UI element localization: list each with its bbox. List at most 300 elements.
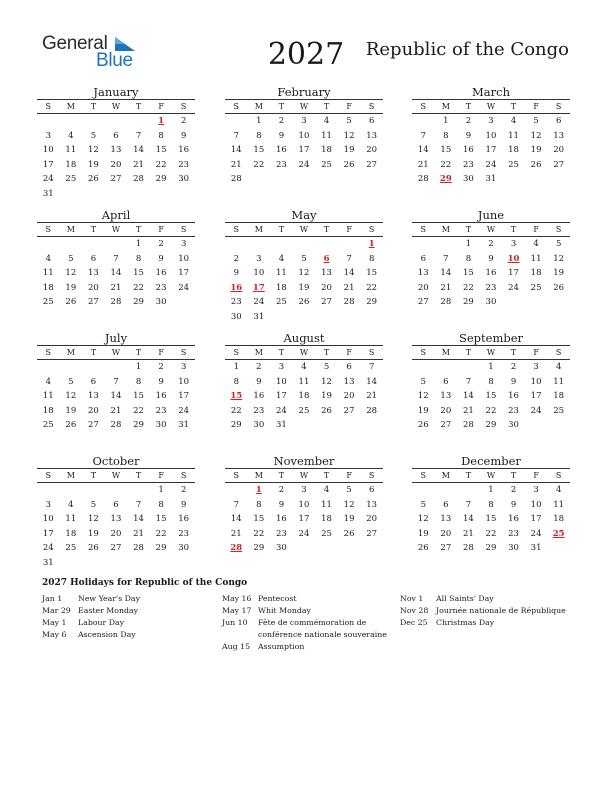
holiday-date: 10 — [507, 253, 520, 264]
day-cell: 16 — [178, 145, 190, 155]
week-row — [412, 375, 570, 390]
weekday-label: T — [90, 348, 97, 357]
day-cell: 31 — [485, 174, 497, 184]
week-row — [412, 158, 570, 173]
empty-cell — [172, 187, 195, 202]
day-cell: 25 — [275, 297, 287, 307]
day-cell: 3 — [180, 239, 187, 249]
weekday-header — [412, 99, 570, 114]
weekday-label: T — [135, 471, 142, 480]
day-cell: 1 — [158, 485, 164, 495]
day-cell: 18 — [508, 145, 519, 155]
holiday-item-name: New Year's Day — [78, 594, 140, 603]
weekday-header — [225, 222, 383, 237]
week-row — [225, 418, 383, 433]
empty-cell — [270, 172, 293, 187]
day-cell: 8 — [488, 376, 494, 387]
day-cell: 18 — [298, 391, 310, 401]
day-cell: 30 — [462, 174, 474, 184]
weekday-label: T — [90, 471, 97, 480]
weekday-label: S — [368, 471, 375, 480]
day-cell: 24 — [275, 405, 287, 416]
day-cell: 21 — [366, 391, 378, 401]
day-cell: 1 — [135, 362, 142, 372]
day-cell: 28 — [417, 174, 429, 184]
day-cell: 14 — [110, 268, 122, 278]
day-cell: 9 — [278, 130, 285, 141]
day-cell: 19 — [343, 145, 355, 155]
holiday-item — [222, 605, 408, 617]
month-title: October — [92, 454, 140, 468]
day-cell: 17 — [42, 159, 54, 170]
day-cell: 26 — [321, 405, 332, 416]
day-cell: 3 — [180, 362, 187, 372]
day-cell: 24 — [508, 282, 519, 293]
day-cell: 18 — [321, 514, 332, 524]
day-cell: 2 — [180, 485, 187, 495]
day-cell: 26 — [417, 420, 429, 430]
day-cell: 6 — [368, 116, 375, 126]
day-cell: 9 — [488, 253, 494, 264]
day-cell: 17 — [485, 145, 497, 155]
day-cell: 26 — [65, 420, 77, 430]
day-cell: 25 — [508, 159, 519, 170]
day-cell: 6 — [113, 130, 119, 141]
day-cell: 16 — [253, 391, 265, 401]
day-cell: 28 — [462, 420, 474, 430]
day-cell: 17 — [298, 145, 310, 155]
empty-cell — [315, 541, 338, 556]
day-cell: 12 — [321, 376, 332, 387]
day-cell: 26 — [530, 159, 542, 170]
day-cell: 5 — [68, 376, 74, 387]
weekday-label: F — [158, 102, 164, 111]
empty-cell — [412, 360, 435, 375]
day-cell: 8 — [465, 253, 472, 264]
day-cell: 5 — [301, 253, 307, 264]
day-cell: 18 — [42, 282, 54, 293]
day-cell: 12 — [65, 391, 77, 401]
day-cell: 6 — [368, 485, 375, 495]
holiday-date: 1 — [368, 239, 375, 249]
day-cell: 12 — [298, 268, 310, 278]
day-cell: 23 — [462, 159, 474, 170]
day-cell: 15 — [366, 268, 378, 278]
week-row — [412, 418, 570, 433]
empty-cell — [360, 310, 383, 325]
day-cell: 15 — [155, 514, 167, 524]
month-june — [412, 208, 570, 310]
weekday-label: F — [346, 348, 352, 357]
empty-cell — [105, 187, 128, 202]
weekday-label: S — [555, 471, 562, 480]
day-cell: 5 — [420, 376, 426, 387]
day-cell: 21 — [440, 282, 452, 293]
day-cell: 27 — [87, 420, 99, 430]
day-cell: 17 — [530, 514, 542, 524]
holiday-item — [400, 605, 586, 617]
day-cell: 16 — [462, 145, 474, 155]
holiday-item-name: Ascension Day — [78, 630, 136, 639]
day-cell: 11 — [321, 130, 332, 141]
holiday-item — [222, 617, 408, 641]
day-cell: 13 — [553, 130, 565, 141]
day-cell: 10 — [178, 376, 190, 387]
holiday-date: 6 — [323, 253, 330, 264]
day-cell: 13 — [440, 391, 452, 401]
day-cell: 6 — [90, 253, 97, 264]
weekday-header — [412, 345, 570, 360]
day-cell: 17 — [298, 514, 310, 524]
empty-cell — [60, 360, 83, 375]
day-cell: 4 — [510, 116, 517, 126]
day-cell: 20 — [440, 528, 452, 539]
day-cell: 6 — [90, 376, 97, 387]
holiday-item — [400, 593, 586, 605]
day-cell: 14 — [462, 391, 474, 401]
day-cell: 2 — [180, 116, 187, 126]
empty-cell — [412, 483, 435, 498]
day-cell: 25 — [42, 420, 54, 430]
day-cell: 21 — [110, 405, 122, 416]
holiday-item-date: Nov 28 — [400, 606, 429, 615]
day-cell: 23 — [275, 528, 287, 539]
weekday-label: T — [90, 102, 97, 111]
day-cell: 28 — [230, 174, 242, 184]
day-cell: 21 — [133, 159, 144, 170]
holiday-item-name: Fête de commémoration de conférence nationale souveraine — [258, 618, 387, 639]
empty-cell — [172, 295, 195, 310]
weekday-label: M — [66, 225, 75, 234]
weekday-label: S — [368, 225, 375, 234]
day-cell: 7 — [135, 499, 142, 510]
day-cell: 3 — [533, 485, 539, 495]
month-title: July — [104, 331, 128, 345]
day-cell: 25 — [65, 174, 77, 184]
holiday-item-name: Assumption — [258, 642, 305, 651]
empty-cell — [412, 237, 435, 252]
day-cell: 1 — [135, 239, 142, 249]
day-cell: 20 — [366, 145, 378, 155]
day-cell: 18 — [65, 159, 77, 170]
day-cell: 9 — [278, 499, 285, 510]
week-row — [225, 375, 383, 390]
month-title: June — [477, 208, 505, 222]
weekday-label: T — [135, 225, 142, 234]
week-row — [37, 512, 195, 527]
weekday-label: T — [135, 348, 142, 357]
week-row — [412, 541, 570, 556]
day-cell: 11 — [530, 253, 542, 264]
empty-cell — [293, 541, 316, 556]
week-row — [37, 143, 195, 158]
empty-cell — [225, 237, 248, 252]
day-cell: 24 — [530, 528, 542, 539]
weekday-label: W — [299, 102, 309, 111]
week-row — [37, 556, 195, 571]
day-cell: 17 — [530, 391, 542, 401]
day-cell: 22 — [155, 159, 167, 170]
day-cell: 12 — [65, 268, 77, 278]
empty-cell — [547, 295, 570, 310]
holiday-item-date: Jun 10 — [222, 618, 248, 627]
day-cell: 5 — [68, 253, 74, 264]
weekday-label: T — [510, 102, 517, 111]
day-cell: 14 — [343, 268, 355, 278]
day-cell: 2 — [510, 362, 517, 372]
weekday-label: F — [533, 471, 539, 480]
weekday-label: M — [66, 102, 75, 111]
day-cell: 23 — [155, 282, 167, 293]
empty-cell — [412, 114, 435, 129]
empty-cell — [82, 237, 105, 252]
day-cell: 19 — [417, 528, 429, 539]
day-cell: 23 — [275, 159, 287, 170]
day-cell: 26 — [343, 528, 355, 539]
day-cell: 24 — [298, 528, 310, 539]
day-cell: 7 — [465, 499, 472, 510]
holiday-column — [42, 593, 228, 641]
day-cell: 19 — [321, 391, 332, 401]
week-row — [225, 143, 383, 158]
day-cell: 20 — [366, 514, 378, 524]
holiday-item-name: All Saints' Day — [436, 594, 494, 603]
empty-cell — [127, 114, 150, 129]
holiday-item-name: Easter Monday — [78, 606, 139, 615]
day-cell: 26 — [87, 543, 99, 553]
day-cell: 28 — [133, 543, 144, 553]
day-cell: 26 — [65, 297, 77, 307]
day-cell: 23 — [253, 405, 265, 416]
weekday-label: M — [254, 471, 263, 480]
weekday-label: M — [66, 471, 75, 480]
empty-cell — [127, 556, 150, 571]
weekday-header — [412, 468, 570, 483]
day-cell: 5 — [555, 239, 562, 249]
empty-cell — [225, 483, 248, 498]
day-cell: 13 — [343, 376, 355, 387]
day-cell: 28 — [366, 405, 378, 416]
weekday-label: T — [465, 348, 472, 357]
empty-cell — [172, 556, 195, 571]
weekday-label: M — [254, 102, 263, 111]
weekday-label: W — [486, 225, 496, 234]
day-cell: 2 — [256, 362, 262, 372]
day-cell: 7 — [443, 253, 449, 264]
weekday-label: S — [555, 102, 562, 111]
week-row — [412, 114, 570, 129]
week-row — [412, 129, 570, 144]
weekday-label: S — [45, 225, 52, 234]
day-cell: 30 — [485, 297, 497, 307]
holiday-item — [42, 593, 228, 605]
day-cell: 23 — [230, 297, 242, 307]
day-cell: 4 — [555, 362, 562, 372]
day-cell: 8 — [256, 130, 262, 141]
day-cell: 15 — [253, 145, 265, 155]
empty-cell — [338, 172, 361, 187]
day-cell: 22 — [462, 282, 474, 293]
day-cell: 30 — [253, 420, 265, 430]
day-cell: 22 — [366, 282, 378, 293]
weekday-label: W — [486, 348, 496, 357]
week-row — [412, 360, 570, 375]
day-cell: 13 — [87, 268, 99, 278]
weekday-label: S — [45, 348, 52, 357]
weekday-label: T — [510, 348, 517, 357]
day-cell: 29 — [155, 543, 167, 553]
day-cell: 10 — [298, 499, 310, 510]
empty-cell — [248, 172, 271, 187]
weekday-label: S — [45, 471, 52, 480]
day-cell: 27 — [440, 543, 452, 553]
day-cell: 11 — [553, 499, 565, 510]
month-february — [225, 85, 383, 187]
empty-cell — [105, 360, 128, 375]
week-row — [225, 129, 383, 144]
weekday-label: S — [555, 348, 562, 357]
empty-cell — [338, 418, 361, 433]
week-row — [37, 266, 195, 281]
day-cell: 3 — [45, 130, 51, 141]
empty-cell — [547, 541, 570, 556]
empty-cell — [82, 556, 105, 571]
day-cell: 15 — [485, 514, 497, 524]
week-row — [412, 404, 570, 419]
month-march — [412, 85, 570, 187]
weekday-label: T — [510, 225, 517, 234]
day-cell: 14 — [230, 145, 242, 155]
week-row — [225, 281, 383, 296]
empty-cell — [338, 237, 361, 252]
day-cell: 22 — [485, 405, 497, 416]
empty-cell — [60, 556, 83, 571]
day-cell: 14 — [366, 376, 378, 387]
day-cell: 8 — [158, 130, 164, 141]
day-cell: 16 — [275, 514, 287, 524]
day-cell: 27 — [87, 297, 99, 307]
week-row — [37, 404, 195, 419]
day-cell: 29 — [485, 420, 497, 430]
day-cell: 26 — [87, 174, 99, 184]
weekday-label: W — [299, 348, 309, 357]
day-cell: 1 — [256, 116, 262, 126]
day-cell: 1 — [465, 239, 472, 249]
weekday-label: S — [420, 471, 427, 480]
holiday-item — [42, 605, 228, 617]
day-cell: 27 — [553, 159, 565, 170]
day-cell: 14 — [417, 145, 429, 155]
empty-cell — [315, 418, 338, 433]
day-cell: 8 — [135, 253, 142, 264]
day-cell: 22 — [440, 159, 452, 170]
empty-cell — [435, 483, 458, 498]
week-row — [412, 143, 570, 158]
holiday-date: 15 — [230, 391, 243, 401]
holiday-date: 25 — [552, 528, 565, 539]
day-cell: 24 — [178, 405, 190, 416]
day-cell: 30 — [155, 420, 167, 430]
week-row — [37, 389, 195, 404]
day-cell: 15 — [462, 268, 474, 278]
day-cell: 8 — [488, 499, 494, 510]
holidays-title: 2027 Holidays for Republic of the Congo — [42, 578, 248, 588]
day-cell: 8 — [135, 376, 142, 387]
empty-cell — [82, 360, 105, 375]
day-cell: 25 — [321, 528, 332, 539]
month-july — [37, 331, 195, 433]
day-cell: 22 — [253, 528, 265, 539]
week-row — [412, 266, 570, 281]
day-cell: 26 — [343, 159, 355, 170]
empty-cell — [105, 483, 128, 498]
day-cell: 25 — [530, 282, 542, 293]
day-cell: 5 — [346, 116, 352, 126]
day-cell: 4 — [301, 362, 307, 372]
day-cell: 21 — [462, 405, 474, 416]
day-cell: 11 — [65, 145, 77, 155]
day-cell: 26 — [298, 297, 310, 307]
holiday-item-date: May 6 — [42, 630, 67, 639]
day-cell: 6 — [555, 116, 562, 126]
day-cell: 3 — [533, 362, 539, 372]
empty-cell — [60, 483, 83, 498]
day-cell: 7 — [346, 253, 352, 264]
holiday-item — [222, 593, 408, 605]
day-cell: 7 — [135, 130, 142, 141]
day-cell: 30 — [178, 543, 190, 553]
day-cell: 29 — [462, 297, 474, 307]
empty-cell — [248, 237, 271, 252]
day-cell: 25 — [65, 543, 77, 553]
weekday-label: T — [135, 102, 142, 111]
day-cell: 12 — [530, 130, 542, 141]
empty-cell — [270, 310, 293, 325]
day-cell: 10 — [485, 130, 497, 141]
day-cell: 20 — [110, 159, 122, 170]
day-cell: 18 — [321, 145, 332, 155]
week-row — [225, 360, 383, 375]
day-cell: 22 — [253, 159, 265, 170]
day-cell: 5 — [90, 130, 97, 141]
weekday-label: M — [254, 348, 263, 357]
day-cell: 20 — [87, 405, 99, 416]
day-cell: 15 — [485, 391, 497, 401]
day-cell: 16 — [178, 514, 190, 524]
day-cell: 17 — [178, 268, 190, 278]
day-cell: 1 — [488, 362, 494, 372]
day-cell: 21 — [110, 282, 122, 293]
empty-cell — [293, 172, 316, 187]
week-row — [37, 252, 195, 267]
day-cell: 10 — [253, 268, 265, 278]
week-row — [37, 375, 195, 390]
day-cell: 6 — [443, 499, 449, 510]
day-cell: 12 — [343, 499, 355, 510]
day-cell: 22 — [230, 405, 242, 416]
day-cell: 19 — [417, 405, 429, 416]
day-cell: 1 — [233, 362, 239, 372]
logo-blue-text: Blue — [96, 50, 133, 71]
day-cell: 4 — [323, 116, 330, 126]
day-cell: 18 — [553, 514, 565, 524]
holiday-date: 1 — [158, 116, 165, 126]
holiday-item — [42, 629, 228, 641]
day-cell: 11 — [298, 376, 310, 387]
day-cell: 27 — [321, 297, 332, 307]
day-cell: 9 — [158, 376, 164, 387]
year-title: 2027 — [267, 37, 345, 72]
